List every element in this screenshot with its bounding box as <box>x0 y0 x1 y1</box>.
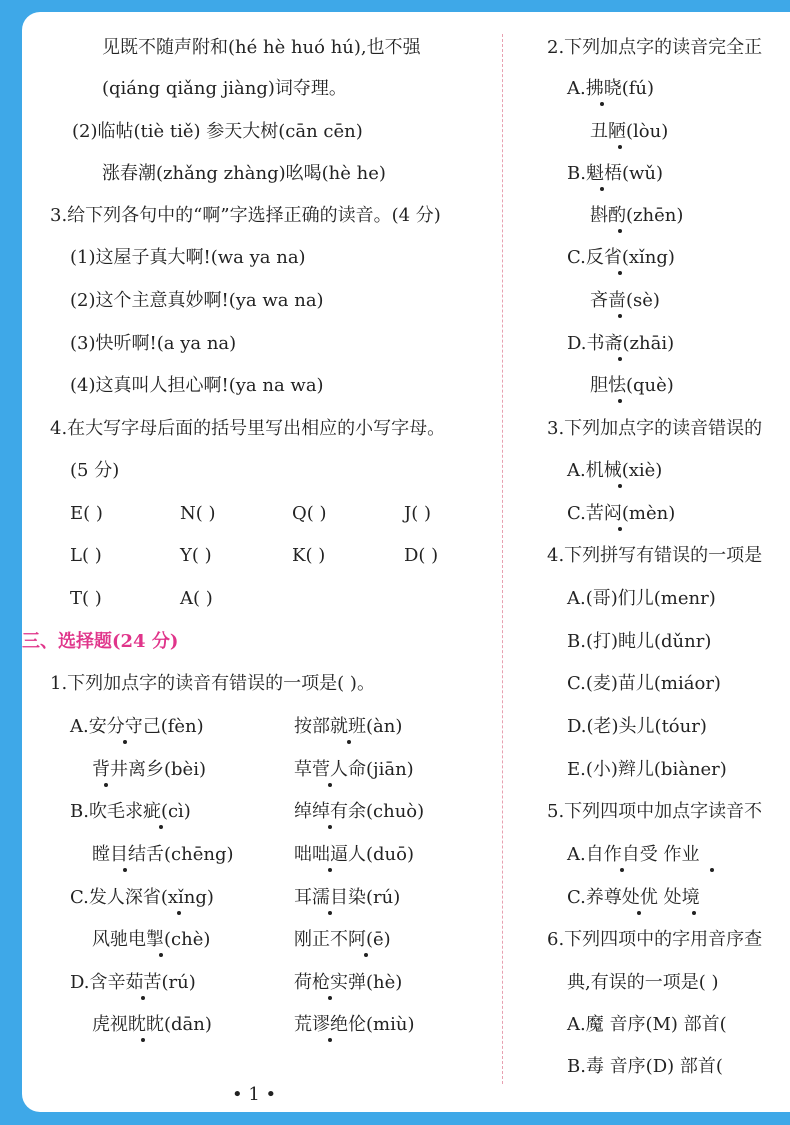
right-question-4: 4.下列拼写有错误的一项是 <box>547 545 763 566</box>
letter-cell: D( ) <box>404 545 439 566</box>
letter-cell: N( ) <box>180 503 216 524</box>
letter-cell: A( ) <box>180 588 213 609</box>
option-text: 按部就班(àn) <box>294 716 403 737</box>
emphasis-dot <box>618 357 622 361</box>
emphasis-dot <box>364 953 368 957</box>
option-text: A.机械(xiè) <box>567 460 663 481</box>
option-text: 背井离乡(bèi) <box>92 759 206 780</box>
option-text: 胆怯(què) <box>590 375 674 396</box>
emphasis-dot <box>123 740 127 744</box>
emphasis-dot <box>618 229 622 233</box>
option-text: C.苦闷(mèn) <box>567 503 676 524</box>
emphasis-dot <box>618 399 622 403</box>
letter-cell: J( ) <box>404 503 431 524</box>
section-title: 三、选择题(24 分) <box>22 631 179 652</box>
option-text: A.魔 音序(M) 部首( <box>567 1014 727 1035</box>
emphasis-dot <box>328 868 332 872</box>
option-text: B.(打)盹儿(dǔnr) <box>567 631 712 652</box>
letter-cell: Y( ) <box>180 545 212 566</box>
option-text: C.发人深省(xǐng) <box>70 887 214 908</box>
emphasis-dot <box>347 740 351 744</box>
option-text: 草菅人命(jiān) <box>294 759 414 780</box>
option-text: A.自作自受 作业 <box>567 844 700 865</box>
emphasis-dot <box>123 868 127 872</box>
emphasis-dot <box>328 911 332 915</box>
emphasis-dot <box>141 1038 145 1042</box>
letter-cell: T( ) <box>70 588 102 609</box>
emphasis-dot <box>141 996 145 1000</box>
option-text: A.安分守己(fèn) <box>70 716 204 737</box>
option-text: 荷枪实弹(hè) <box>294 972 403 993</box>
right-question-5: 5.下列四项中加点字读音不 <box>547 801 763 822</box>
option-text: B.魁梧(wǔ) <box>567 163 663 184</box>
option-text: 风驰电掣(chè) <box>92 929 211 950</box>
question-3-item-1: (1)这屋子真大啊!(wa ya na) <box>70 247 306 268</box>
option-text: 荒谬绝伦(miù) <box>294 1014 415 1035</box>
right-question-2: 2.下列加点字的读音完全正 <box>547 37 763 58</box>
letter-cell: L( ) <box>70 545 102 566</box>
emphasis-dot <box>618 145 622 149</box>
option-text: 耳濡目染(rú) <box>294 887 401 908</box>
worksheet-page <box>22 12 790 1112</box>
option-text: B.吹毛求疵(cì) <box>70 801 191 822</box>
emphasis-dot <box>618 314 622 318</box>
question-3-item-4: (4)这真叫人担心啊!(ya na wa) <box>70 375 324 396</box>
left-line-2: (qiáng qiǎng jiàng)词夺理。 <box>102 78 347 99</box>
emphasis-dot <box>328 996 332 1000</box>
option-text: A.拂晓(fú) <box>567 78 655 99</box>
emphasis-dot <box>618 271 622 275</box>
right-question-3: 3.下列加点字的读音错误的 <box>547 418 763 439</box>
column-divider <box>502 34 503 1084</box>
emphasis-dot <box>600 187 604 191</box>
question-3-item-3: (3)快听啊!(a ya na) <box>70 333 237 354</box>
option-text: D.(老)头儿(tóur) <box>567 716 707 737</box>
option-text: A.(哥)们儿(menr) <box>567 588 716 609</box>
option-text: 虎视眈眈(dān) <box>92 1014 212 1035</box>
emphasis-dot <box>692 911 696 915</box>
option-text: 斟酌(zhēn) <box>590 205 684 226</box>
option-text: 吝啬(sè) <box>590 290 660 311</box>
emphasis-dot <box>328 1038 332 1042</box>
letter-cell: E( ) <box>70 503 103 524</box>
option-text: 丑陋(lòu) <box>590 121 669 142</box>
option-text: E.(小)辫儿(biàner) <box>567 759 727 780</box>
emphasis-dot <box>618 484 622 488</box>
emphasis-dot <box>328 825 332 829</box>
option-text: 刚正不阿(ē) <box>294 929 391 950</box>
emphasis-dot <box>159 825 163 829</box>
letter-cell: Q( ) <box>292 503 327 524</box>
left-line-3: (2)临帖(tiè tiě) 参天大树(cān cēn) <box>72 121 363 142</box>
question-4-title: 4.在大写字母后面的括号里写出相应的小写字母。 <box>50 418 446 439</box>
left-line-4: 涨春潮(zhǎng zhàng)吆喝(hè he) <box>102 163 386 184</box>
option-text: C.养尊处优 处境 <box>567 887 700 908</box>
emphasis-dot <box>620 868 624 872</box>
question-3-title: 3.给下列各句中的“啊”字选择正确的读音。(4 分) <box>50 205 441 226</box>
option-text: D.含辛茹苦(rú) <box>70 972 196 993</box>
right-question-6-cont: 典,有误的一项是( ) <box>567 972 719 993</box>
option-text: D.书斋(zhāi) <box>567 333 675 354</box>
emphasis-dot <box>637 911 641 915</box>
emphasis-dot <box>618 527 622 531</box>
option-text: 瞠目结舌(chēng) <box>92 844 234 865</box>
letter-cell: K( ) <box>292 545 326 566</box>
question-4-score: (5 分) <box>70 460 120 481</box>
choice-question-1: 1.下列加点字的读音有错误的一项是( )。 <box>50 673 375 694</box>
emphasis-dot <box>177 911 181 915</box>
option-text: C.反省(xǐng) <box>567 247 675 268</box>
emphasis-dot <box>600 102 604 106</box>
emphasis-dot <box>328 783 332 787</box>
emphasis-dot <box>159 953 163 957</box>
question-3-item-2: (2)这个主意真妙啊!(ya wa na) <box>70 290 324 311</box>
page-number: • 1 • <box>232 1084 277 1105</box>
option-text: 绰绰有余(chuò) <box>294 801 425 822</box>
option-text: B.毒 音序(D) 部首( <box>567 1056 723 1077</box>
right-question-6: 6.下列四项中的字用音序查 <box>547 929 763 950</box>
emphasis-dot <box>104 783 108 787</box>
emphasis-dot <box>710 868 714 872</box>
option-text: 咄咄逼人(duō) <box>294 844 414 865</box>
option-text: C.(麦)苗儿(miáor) <box>567 673 721 694</box>
left-line-1: 见既不随声附和(hé hè huó hú),也不强 <box>102 37 421 58</box>
